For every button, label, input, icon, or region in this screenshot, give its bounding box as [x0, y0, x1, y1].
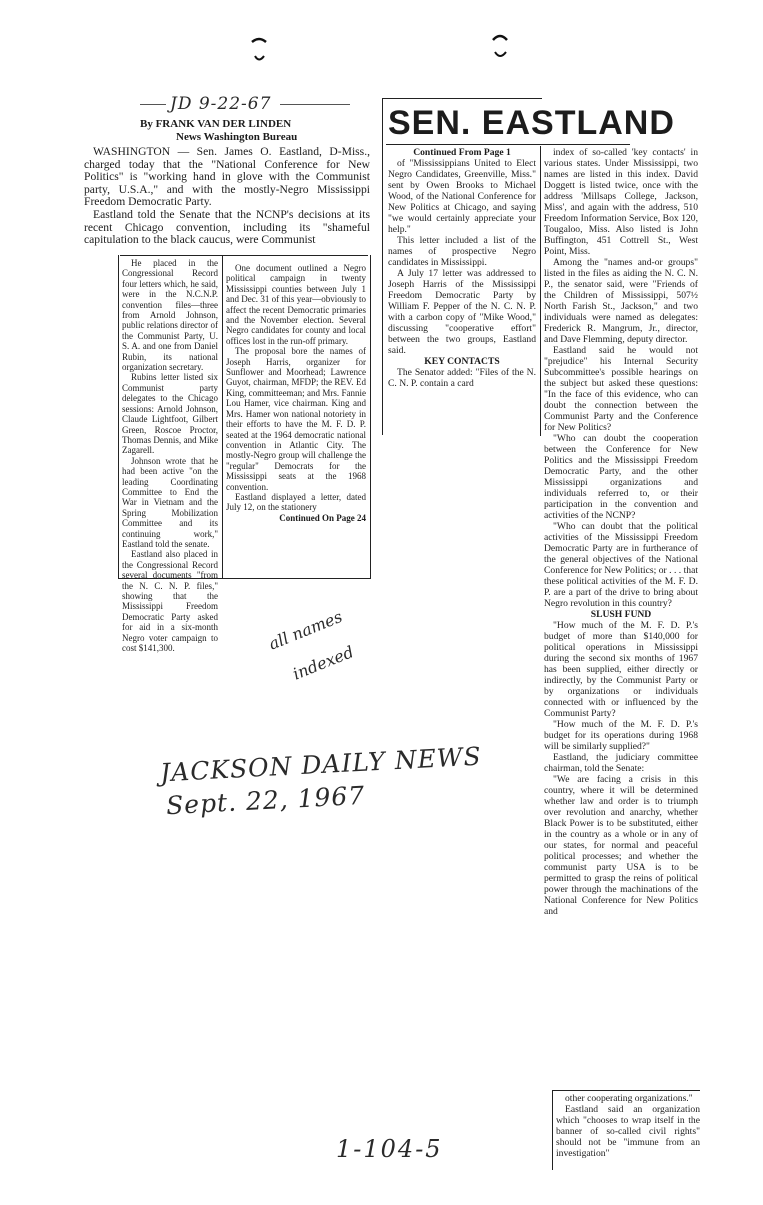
paragraph: "How much of the M. F. D. P.'s budget for its operations during 1968 will be similarly supplied?" [544, 719, 698, 752]
paragraph: The Senator added: "Files of the N. C. N. P. contain a card [388, 367, 536, 389]
paragraph: Eastland also placed in the Congressional Record several documents "from the N. C. N. P. files," showing that the Mississippi Freedom Democratic Party asked for aid in a six-month Negro voter campaign to cost $141,300. [122, 549, 218, 654]
column-rule [552, 1090, 700, 1091]
dash-mark [140, 104, 166, 105]
handwritten-margin-note: all names [266, 606, 346, 654]
column-divider [540, 146, 541, 436]
punch-hole-right [487, 32, 513, 62]
column-divider [222, 255, 223, 578]
paragraph: Rubins letter listed six Communist party delegates to the Chicago sessions: Arnold Johnson, Claude Lightfoot, Gilbert Green, Roscoe Proctor, Thomas Dennis, and Mike Zagarell. [122, 372, 218, 456]
headline-box-top [382, 98, 542, 99]
handwritten-date-note: JD 9-22-67 [170, 94, 272, 114]
paragraph: This letter included a list of the names of prospective Negro candidates in Mississippi. [388, 235, 536, 268]
paragraph: A July 17 letter was addressed to Joseph Harris of the Mississippi Freedom Democratic Party by William F. Pepper of the N. C. N. P. with a carbon copy of "Mike Wood," discussing "cooperative effort" between the two groups, Eastland said. [388, 268, 536, 356]
column-rule [120, 255, 368, 256]
paragraph: Eastland said he would not "prejudice" his Internal Security Subcommittee's possible hearings on the subject but asked these questions: "In the face of this evidence, who can doubt the connection between the Communist Party and the Conference for New Politics? [544, 345, 698, 433]
byline: By FRANK VAN DER LINDEN [140, 118, 292, 130]
paragraph: Johnson wrote that he had been active "on the leading Coordinating Committee to End the War in Vietnam and the Spring Mobilization Committee and its continuing work," Eastland told the senate. [122, 455, 218, 549]
article-lead [84, 146, 370, 247]
dash-mark [280, 104, 350, 105]
paragraph: Eastland, the judiciary committee chairman, told the Senate: [544, 752, 698, 774]
paragraph: Eastland said an organization which "chooses to wrap itself in the banner of so-called civil rights" should not be "immune from an investigation" [556, 1104, 700, 1159]
paragraph: Among the "names and-or groups" listed in the files as aiding the N. C. N. P., the senator said, were "Friends of the Children of Mississippi, 507½ North Farish St., Jackson," and two individuals were named as delegates: Frederick R. Mangrum, Jr., director, and Dave Flemming, deputy director. [544, 257, 698, 345]
paragraph: "Who can doubt the cooperation between the Conference for New Politics and the Mississippi Freedom Democratic Party, and the other Mississippi organizations and individuals referred to, or their participation in the convention and activities of the NCNP? [544, 433, 698, 521]
headline: SEN. EASTLAND [388, 104, 675, 142]
paragraph: He placed in the Congressional Record four letters which, he said, were in the N.C.N.P. convention files—three from Arnold Johnson, public relations director of the Communist Party, U. S. A. and one from Daniel Rubin, its national organization secretary. [122, 258, 218, 373]
column-d-end [556, 1093, 700, 1159]
column-border-right [370, 255, 371, 578]
column-a [122, 258, 218, 653]
paragraph: One document outlined a Negro political campaign in twenty Mississippi counties between July 1 and Dec. 31 of this year—obviously to affect the recent Democratic primaries and the November election. Several Negro candidates for county and local offices lost in the run-off primary. [226, 263, 366, 346]
column-c [388, 147, 536, 389]
handwritten-file-number: 1-104-5 [336, 1135, 443, 1163]
headline-rule [386, 144, 630, 145]
continued-on-line: Continued On Page 24 [279, 512, 366, 523]
paragraph: "How much of the M. F. D. P.'s budget of more than $140,000 for political operations in Mississippi during the second six months of 1967 has been supplied, either directly or indirectly, by the Communist Party or by organizations or individuals connected with or influenced by the Communist Party? [544, 620, 698, 719]
handwritten-source: JACKSON DAILY NEWS [159, 741, 483, 788]
continued-from-line: Continued From Page 1 [413, 147, 511, 158]
paragraph: The proposal bore the names of Joseph Harris, organizer for Sunflower and Moorhead; Lawrence Guyot, chairman, MFDP; the REV. Ed King, committeeman; and Mrs. Fannie Lou Hamer, vice chairman. King and Mrs. Hamer won national notoriety in their efforts to have the M. F. D. P. seated at the 1964 democratic national convention in Atlantic City. The mostly-Negro group will challenge the "regular" Democrats for the Mississippi seats at the 1968 convention. [226, 346, 366, 492]
paragraph: of "Mississippians United to Elect Negro Candidates, Greenville, Miss." sent by Owen Brooks to Michael Wood, of the National Conference for New Politics at Chicago, and saying "we would certainly appreciate your help." [388, 158, 536, 235]
paragraph: "Who can doubt that the political activities of the Mississippi Freedom Democratic Party are in furtherance of the general objectives of the National Conference for New Politics; or . . . that these political activities of the M. F. D. P. are a part of the drive to bring about Negro revolution in this country? [544, 521, 698, 609]
column-border-left [118, 255, 119, 578]
subhead-key-contacts: KEY CONTACTS [424, 356, 500, 367]
paragraph: other cooperating organizations." [565, 1093, 693, 1104]
lead-paragraph: WASHINGTON — Sen. James O. Eastland, D-Miss., charged today that the "National Conference for New Politics" is "working hand in glove with the Communist party, U.S.A.," and with the mostly-Negro Mississippi Freedom Democratic Party. [84, 145, 370, 209]
handwritten-margin-note: indexed [290, 642, 357, 684]
headline-box-left [382, 98, 383, 435]
column-border-left [552, 1090, 553, 1170]
column-d [544, 147, 698, 917]
bureau-line: News Washington Bureau [176, 131, 298, 143]
handwritten-date: Sept. 22, 1967 [165, 780, 366, 821]
paragraph: index of so-called 'key contacts' in various states. Under Mississippi, two names are listed in this index. David Doggett is listed twice, once with the address 'Millsaps College, Jackson, Miss', and again with the address, 510 Freedom Information Service, Box 120, Tougaloo, Miss. Also listed is John Buffington, 451 Cottrell St., West Point, Miss. [544, 147, 698, 257]
paragraph: "We are facing a crisis in this country, where it will be determined whether law and order is to triumph over revolution and anarchy, whether Black Power is to be substituted, either in the country as a whole or in any of our states, for normal and peaceful political processes; and whether the communist party USA is to be permitted to grasp the reins of political power through the machinations of the National Conference for New Politics and [544, 774, 698, 917]
subhead-slush-fund: SLUSH FUND [590, 609, 652, 620]
paragraph: Eastland displayed a letter, dated July 12, on the stationery [226, 491, 366, 513]
lead-paragraph: Eastland told the Senate that the NCNP's decisions at its recent Chicago convention, including its "shameful capitulation to the black caucus, were Communist [84, 207, 370, 247]
punch-hole-left [246, 36, 272, 66]
column-b [226, 263, 366, 523]
